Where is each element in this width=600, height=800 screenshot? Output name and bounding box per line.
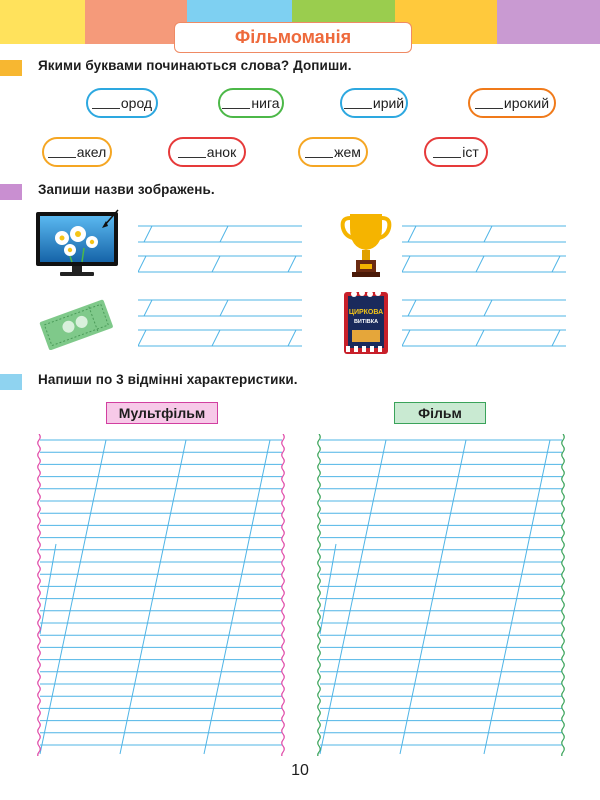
ruling-line <box>400 440 466 754</box>
word-pill <box>42 137 112 167</box>
word-pill <box>86 88 158 118</box>
ruling-line <box>552 330 560 346</box>
stripe-segment <box>497 0 600 44</box>
word-pill <box>298 137 368 167</box>
wavy-border <box>562 434 565 756</box>
word-text: ород <box>120 95 153 111</box>
ruling-line <box>40 544 56 634</box>
column-label-cartoon: Мультфільм <box>106 402 218 424</box>
blank-line[interactable] <box>92 97 120 109</box>
tv-screen-icon <box>34 208 124 280</box>
ruling-line <box>408 300 416 316</box>
word-pill <box>340 88 408 118</box>
blank-line[interactable] <box>433 146 461 158</box>
ruling-line <box>144 226 152 242</box>
word-pill <box>168 137 246 167</box>
word-pill <box>424 137 488 167</box>
stripe-segment <box>0 0 85 44</box>
writing-grid-cartoon <box>36 434 286 756</box>
word-text: іст <box>462 144 479 160</box>
ruling-line <box>320 544 336 634</box>
blank-line[interactable] <box>305 146 333 158</box>
ruling-line <box>484 300 492 316</box>
popcorn-box-icon <box>342 288 390 356</box>
instruction-3: Напиши по 3 відмінні характеристики. <box>38 372 298 387</box>
section-marker <box>0 60 22 76</box>
page-number: 10 <box>291 762 309 779</box>
ruling-line <box>220 226 228 242</box>
column-label-film: Фільм <box>394 402 486 424</box>
ruling-line <box>484 226 492 242</box>
writing-lines <box>402 222 566 276</box>
page-title: Фільмоманія <box>174 22 412 53</box>
word-pill <box>468 88 556 118</box>
wavy-border <box>282 434 285 756</box>
ruling-line <box>40 440 106 754</box>
ruling-line <box>138 330 146 346</box>
word-text: жем <box>334 144 361 160</box>
word-text: нига <box>251 95 280 111</box>
blank-line[interactable] <box>475 97 503 109</box>
wavy-border <box>38 434 41 756</box>
ruling-line <box>476 256 484 272</box>
writing-grid-film <box>316 434 566 756</box>
ruling-line <box>144 300 152 316</box>
word-text: ирокий <box>503 95 550 111</box>
section-marker <box>0 184 22 200</box>
word-text: акел <box>76 144 107 160</box>
instruction-2: Запиши назви зображень. <box>38 182 215 197</box>
instruction-1: Якими буквами починаються слова? Допиши. <box>38 58 352 73</box>
ruling-line <box>212 256 220 272</box>
ruling-line <box>138 256 146 272</box>
trophy-icon <box>340 208 392 278</box>
ruling-line <box>120 440 186 754</box>
ticket-icon <box>36 298 116 350</box>
popcorn-label-bottom: ВИТІВКА <box>353 319 379 325</box>
ruling-line <box>220 300 228 316</box>
wavy-border <box>318 434 321 756</box>
writing-lines <box>402 296 566 350</box>
ruling-line <box>476 330 484 346</box>
ruling-line <box>320 440 386 754</box>
writing-lines <box>138 296 302 350</box>
ruling-line <box>484 440 550 754</box>
blank-line[interactable] <box>48 146 76 158</box>
ruling-line <box>552 256 560 272</box>
ruling-line <box>402 256 410 272</box>
word-text: анок <box>206 144 237 160</box>
popcorn-label-top: ЦИРКОВА <box>348 309 384 316</box>
blank-line[interactable] <box>222 97 250 109</box>
ruling-line <box>212 330 220 346</box>
section-marker <box>0 374 22 390</box>
ruling-line <box>204 440 270 754</box>
blank-line[interactable] <box>178 146 206 158</box>
ruling-line <box>288 330 296 346</box>
stripe-segment <box>85 0 187 44</box>
blank-line[interactable] <box>344 97 372 109</box>
word-pill <box>218 88 284 118</box>
ruling-line <box>408 226 416 242</box>
word-text: ирий <box>372 95 405 111</box>
ruling-line <box>288 256 296 272</box>
writing-lines <box>138 222 302 276</box>
ruling-line <box>402 330 410 346</box>
